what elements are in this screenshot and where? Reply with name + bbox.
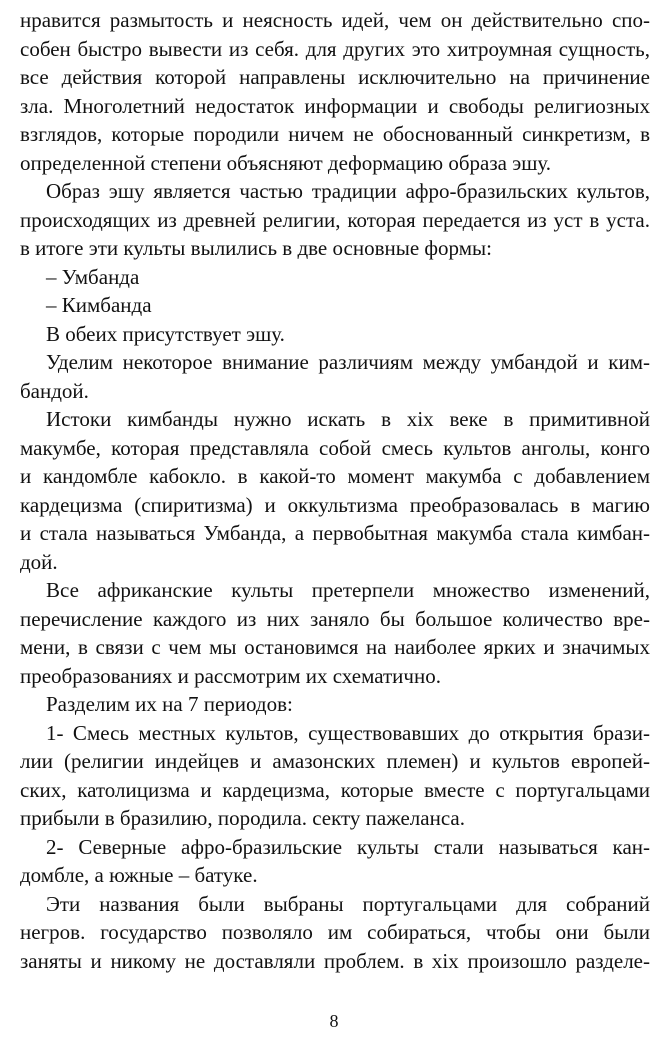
text-line: заняты и никому не доставляли проблем. в xix произошло разделе- (20, 948, 650, 973)
paragraph (20, 690, 650, 719)
paragraph (20, 6, 650, 177)
text-line: все действия которой направлены исключительно на причинение (20, 65, 650, 89)
page-body (20, 6, 650, 975)
text-line: – Умбанда (46, 264, 140, 289)
text-line: 1- Смесь местных культов, существовавших до открытия брази- (46, 720, 650, 745)
text-line: перечисление каждого из них заняло бы большое количество вре- (20, 606, 650, 631)
text-line: Разделим их на 7 периодов: (46, 692, 293, 716)
text-line: кардецизма (спиритизма) и оккультизма преобразовалась в магию (20, 492, 650, 517)
text-line: в итоге эти культы вылились в две основные формы: (20, 236, 492, 260)
text-line: зла. Многолетний недостаток информации и свободы религиозных (20, 93, 650, 118)
text-line: прибыли в бразилию, породила. секту пажеланса. (20, 806, 465, 830)
paragraph (20, 890, 650, 976)
text-line: 2- Северные афро-бразильские культы стали называться кан- (46, 834, 650, 859)
paragraph (20, 320, 650, 349)
text-line: собен быстро вывести из себя. для других это хитроумная сущность, (20, 36, 650, 61)
text-line: бандой. (20, 378, 89, 403)
paragraph (20, 177, 650, 263)
text-line: лии (религии индейцев и амазонских племен) и культов европей- (20, 749, 650, 773)
page-number: 8 (329, 1011, 339, 1031)
text-line: взглядов, которые породили ничем не обоснованный синкретизм, в (20, 122, 650, 146)
text-line: нравится размытость и неясность идей, чем он действительно спо- (20, 8, 650, 32)
paragraph (20, 405, 650, 576)
text-line: определенной степени объясняют деформацию образа эшу. (20, 150, 552, 175)
text-line: Уделим некоторое внимание различиям между умбандой и ким- (46, 350, 650, 374)
text-line: В обеих присутствует эшу. (46, 321, 285, 346)
paragraph (20, 263, 650, 292)
paragraph (20, 719, 650, 833)
text-line: домбле, а южные – батуке. (20, 863, 258, 887)
text-line: Эти названия были выбраны португальцами для собраний (46, 891, 650, 916)
text-line: ских, католицизма и кардецизма, которые вместе с португальцами (20, 777, 650, 802)
paragraph (20, 348, 650, 405)
paragraph (20, 576, 650, 690)
text-line: и стала называться Умбанда, а первобытная макумба стала кимбан- (20, 521, 650, 545)
text-line: происходящих из древней религии, которая передается из уст в уста. (20, 207, 650, 232)
text-line: Истоки кимбанды нужно искать в xix веке в примитивной (46, 407, 650, 431)
paragraph (20, 833, 650, 890)
text-line: преобразованиях и рассмотрим их схематично. (20, 663, 441, 688)
text-line: и кандомбле кабокло. в какой-то момент макумба с добавлением (20, 464, 650, 488)
paragraph (20, 291, 650, 320)
text-line: дой. (20, 549, 58, 574)
text-line: макумбе, которая представляла собой смесь культов анголы, конго (20, 435, 650, 460)
text-line: мени, в связи с чем мы остановимся на наиболее ярких и значимых (20, 635, 650, 659)
text-line: – Кимбанда (46, 293, 152, 317)
text-line: Все африканские культы претерпели множество изменений, (46, 578, 650, 602)
text-line: Образ эшу является частью традиции афро-бразильских культов, (46, 179, 650, 203)
text-line: негров. государство позволяло им собираться, чтобы они были (20, 920, 650, 944)
